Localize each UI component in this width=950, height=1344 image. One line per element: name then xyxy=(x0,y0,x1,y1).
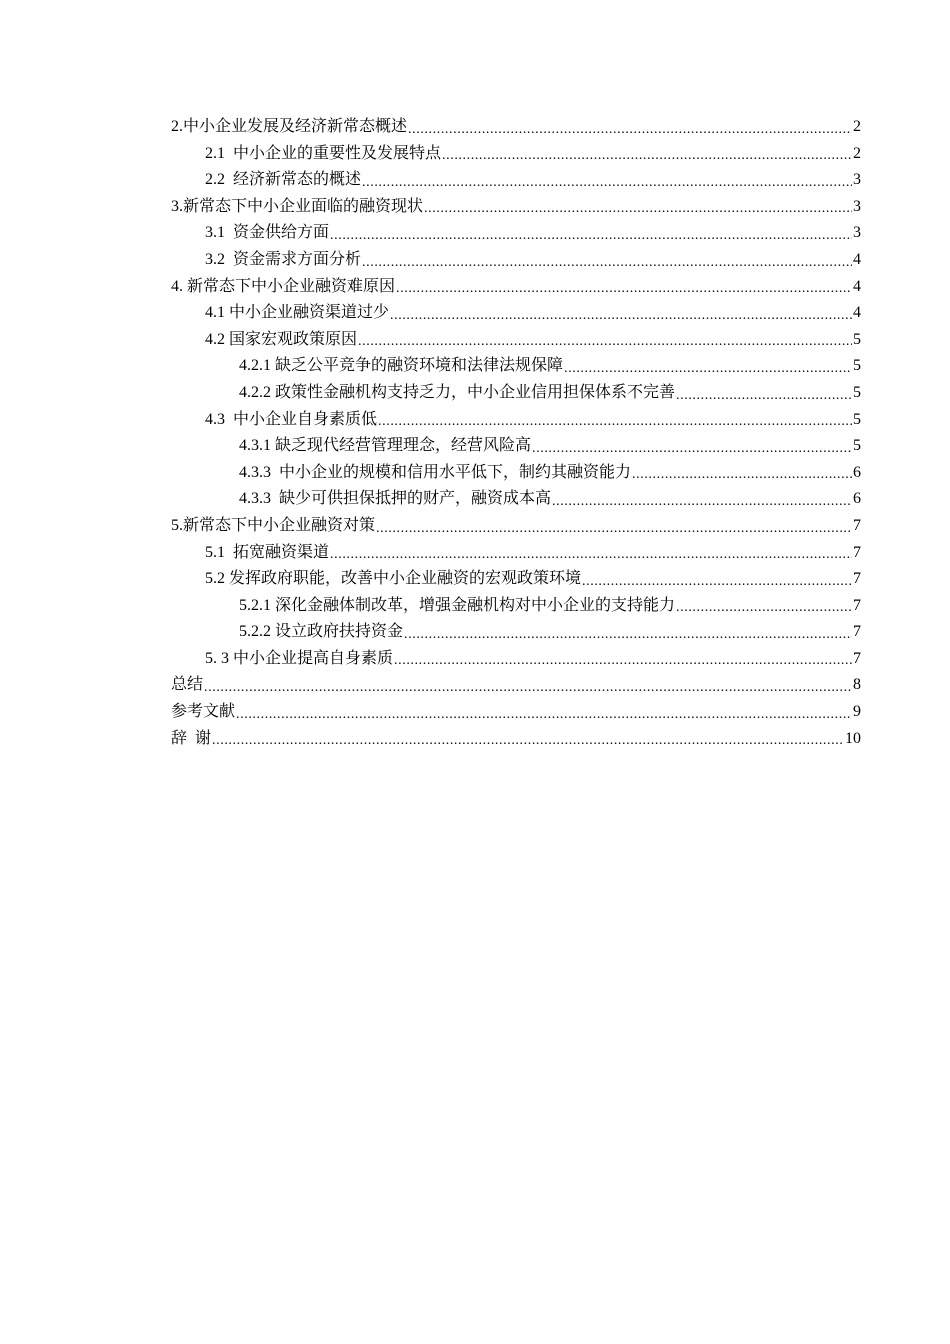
toc-dot-leader xyxy=(408,119,852,141)
toc-page-number: 9 xyxy=(853,703,861,721)
toc-entry-title: 参考文献 xyxy=(171,703,236,721)
toc-entry[interactable] xyxy=(171,619,861,646)
toc-entry-title: 5.新常态下中小企业融资对策 xyxy=(171,516,376,534)
toc-page-number: 5 xyxy=(853,357,861,375)
toc-entry[interactable] xyxy=(171,327,861,354)
toc-entry[interactable] xyxy=(171,274,861,301)
toc-entry[interactable] xyxy=(171,194,861,221)
toc-page-number: 3 xyxy=(853,171,861,189)
toc-entry[interactable] xyxy=(171,407,861,434)
toc-entry[interactable] xyxy=(171,167,861,194)
toc-dot-leader xyxy=(424,198,852,220)
toc-page-number: 5 xyxy=(853,330,861,348)
toc-dot-leader xyxy=(442,145,852,167)
toc-entry-title: 4.3.1 缺乏现代经营管理理念，经营风险高 xyxy=(239,437,532,455)
toc-entry-title: 总结 xyxy=(171,676,204,694)
toc-entry[interactable] xyxy=(171,699,861,726)
toc-dot-leader xyxy=(552,491,852,513)
toc-entry[interactable] xyxy=(171,300,861,327)
toc-entry[interactable] xyxy=(171,433,861,460)
toc-page-number: 6 xyxy=(853,490,861,508)
toc-entry[interactable] xyxy=(171,672,861,699)
toc-page-number: 10 xyxy=(845,729,861,747)
table-of-contents xyxy=(171,114,861,752)
toc-entry-title: 3.2 资金需求方面分析 xyxy=(205,250,362,268)
toc-page-number: 3 xyxy=(853,197,861,215)
toc-dot-leader xyxy=(532,438,852,460)
toc-entry-title: 3.新常态下中小企业面临的融资现状 xyxy=(171,197,424,215)
toc-entry-title: 4.3.3 中小企业的规模和信用水平低下，制约其融资能力 xyxy=(239,463,632,481)
toc-page-number: 7 xyxy=(853,623,861,641)
toc-entry-title: 4.2.1 缺乏公平竞争的融资环境和法律法规保障 xyxy=(239,357,564,375)
toc-entry[interactable] xyxy=(171,220,861,247)
toc-entry[interactable] xyxy=(171,486,861,513)
toc-entry-title: 2.2 经济新常态的概述 xyxy=(205,171,362,189)
toc-entry[interactable] xyxy=(171,114,861,141)
toc-dot-leader xyxy=(404,624,852,646)
toc-page-number: 4 xyxy=(853,250,861,268)
toc-page-number: 2 xyxy=(853,144,861,162)
toc-dot-leader xyxy=(676,597,852,619)
toc-entry[interactable] xyxy=(171,593,861,620)
toc-page-number: 7 xyxy=(853,570,861,588)
toc-page-number: 7 xyxy=(853,596,861,614)
toc-entry-title: 3.1 资金供给方面 xyxy=(205,224,330,242)
toc-dot-leader xyxy=(330,544,852,566)
toc-dot-leader xyxy=(236,704,852,726)
toc-entry-title: 5.2.1 深化金融体制改革，增强金融机构对中小企业的支持能力 xyxy=(239,596,676,614)
toc-entry[interactable] xyxy=(171,380,861,407)
toc-entry-title: 5.2 发挥政府职能，改善中小企业融资的宏观政策环境 xyxy=(205,570,582,588)
toc-entry-title: 4.1 中小企业融资渠道过少 xyxy=(205,304,390,322)
toc-entry-title: 5. 3 中小企业提高自身素质 xyxy=(205,649,394,667)
toc-dot-leader xyxy=(378,411,852,433)
toc-dot-leader xyxy=(396,278,852,300)
toc-entry[interactable] xyxy=(171,540,861,567)
toc-entry-title: 4.3 中小企业自身素质低 xyxy=(205,410,378,428)
toc-dot-leader xyxy=(204,677,852,699)
toc-dot-leader xyxy=(362,252,852,274)
toc-entry-title: 4.3.3 缺少可供担保抵押的财产，融资成本高 xyxy=(239,490,552,508)
toc-page-number: 7 xyxy=(853,516,861,534)
toc-page-number: 2 xyxy=(853,118,861,135)
toc-dot-leader xyxy=(376,518,852,540)
toc-page-number: 5 xyxy=(853,437,861,455)
toc-entry[interactable] xyxy=(171,141,861,168)
toc-page-number: 8 xyxy=(853,676,861,694)
toc-page-number: 5 xyxy=(853,383,861,401)
toc-entry[interactable] xyxy=(171,353,861,380)
toc-dot-leader xyxy=(358,331,852,353)
toc-dot-leader xyxy=(632,464,852,486)
toc-dot-leader xyxy=(582,571,852,593)
toc-entry-title: 辞 谢 xyxy=(171,729,212,747)
toc-entry[interactable] xyxy=(171,247,861,274)
toc-entry-title: 4.2 国家宏观政策原因 xyxy=(205,330,358,348)
toc-entry-title: 4. 新常态下中小企业融资难原因 xyxy=(171,277,396,295)
toc-entry-title: 5.2.2 设立政府扶持资金 xyxy=(239,623,404,641)
toc-entry[interactable] xyxy=(171,460,861,487)
toc-dot-leader xyxy=(564,358,852,380)
toc-dot-leader xyxy=(676,385,852,407)
toc-entry[interactable] xyxy=(171,513,861,540)
toc-dot-leader xyxy=(212,730,844,752)
toc-page-number: 4 xyxy=(853,304,861,322)
toc-dot-leader xyxy=(330,225,852,247)
toc-entry-title: 2.1 中小企业的重要性及发展特点 xyxy=(205,144,442,162)
toc-entry[interactable] xyxy=(171,646,861,673)
toc-entry[interactable] xyxy=(171,726,861,753)
toc-dot-leader xyxy=(362,172,852,194)
toc-page-number: 7 xyxy=(853,649,861,667)
toc-entry-title: 5.1 拓宽融资渠道 xyxy=(205,543,330,561)
toc-page-number: 3 xyxy=(853,224,861,242)
toc-dot-leader xyxy=(390,305,852,327)
toc-page-number: 5 xyxy=(853,410,861,428)
toc-page-number: 7 xyxy=(853,543,861,561)
toc-page-number: 4 xyxy=(853,277,861,295)
toc-entry[interactable] xyxy=(171,566,861,593)
toc-dot-leader xyxy=(394,650,852,672)
toc-page-number: 6 xyxy=(853,463,861,481)
toc-entry-title: 4.2.2 政策性金融机构支持乏力，中小企业信用担保体系不完善 xyxy=(239,383,676,401)
toc-entry-title: 2.中小企业发展及经济新常态概述 xyxy=(171,118,408,135)
